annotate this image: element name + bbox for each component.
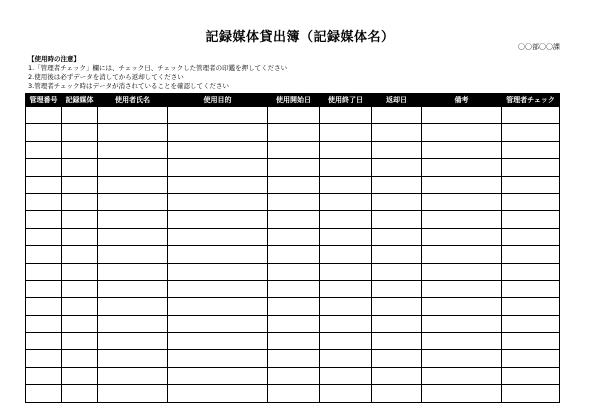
- table-cell[interactable]: [422, 333, 502, 350]
- table-cell[interactable]: [372, 141, 422, 158]
- table-cell[interactable]: [98, 159, 168, 176]
- table-cell[interactable]: [26, 367, 62, 384]
- table-cell[interactable]: [372, 228, 422, 245]
- table-cell[interactable]: [26, 333, 62, 350]
- column-header-media: 記録媒体: [62, 94, 98, 107]
- table-cell[interactable]: [502, 333, 560, 350]
- table-cell[interactable]: [422, 176, 502, 193]
- table-body: [26, 107, 560, 403]
- table-cell[interactable]: [320, 141, 372, 158]
- table-cell[interactable]: [422, 141, 502, 158]
- table-row: [26, 211, 560, 228]
- table-cell[interactable]: [372, 107, 422, 124]
- table-cell[interactable]: [320, 367, 372, 384]
- table-cell[interactable]: [268, 228, 320, 245]
- table-cell[interactable]: [26, 315, 62, 332]
- table-cell[interactable]: [168, 176, 268, 193]
- table-cell[interactable]: [62, 333, 98, 350]
- table-cell[interactable]: [168, 228, 268, 245]
- table-row: [26, 263, 560, 280]
- table-cell[interactable]: [26, 280, 62, 297]
- table-cell[interactable]: [502, 193, 560, 210]
- table-cell[interactable]: [268, 263, 320, 280]
- table-cell[interactable]: [372, 176, 422, 193]
- table-cell[interactable]: [26, 263, 62, 280]
- table-cell[interactable]: [502, 124, 560, 141]
- table-row: [26, 246, 560, 263]
- table-cell[interactable]: [98, 298, 168, 315]
- table-cell[interactable]: [320, 315, 372, 332]
- table-cell[interactable]: [98, 141, 168, 158]
- table-cell[interactable]: [422, 350, 502, 367]
- table-cell[interactable]: [422, 246, 502, 263]
- note-item: 1.「管理者チェック」欄には、チェック日、チェックした管理者の印鑑を押してください: [28, 64, 288, 72]
- table-cell[interactable]: [268, 176, 320, 193]
- table-cell[interactable]: [168, 280, 268, 297]
- table-cell[interactable]: [502, 176, 560, 193]
- table-cell[interactable]: [26, 159, 62, 176]
- table-cell[interactable]: [320, 333, 372, 350]
- notes-heading: 【使用時の注意】: [28, 55, 80, 63]
- table-cell[interactable]: [98, 263, 168, 280]
- table-cell[interactable]: [98, 176, 168, 193]
- table-cell[interactable]: [62, 263, 98, 280]
- table-cell[interactable]: [26, 124, 62, 141]
- table-row: [26, 315, 560, 332]
- table-cell[interactable]: [62, 211, 98, 228]
- page-title: 記録媒体貸出簿（記録媒体名）: [205, 30, 395, 45]
- table-cell[interactable]: [62, 315, 98, 332]
- table-cell[interactable]: [26, 350, 62, 367]
- table-cell[interactable]: [168, 211, 268, 228]
- table-row: [26, 298, 560, 315]
- table-cell[interactable]: [372, 246, 422, 263]
- table-cell[interactable]: [268, 107, 320, 124]
- table-cell[interactable]: [268, 315, 320, 332]
- table-cell[interactable]: [268, 124, 320, 141]
- table-cell[interactable]: [98, 385, 168, 402]
- table-cell[interactable]: [372, 124, 422, 141]
- table-cell[interactable]: [372, 315, 422, 332]
- table-cell[interactable]: [168, 107, 268, 124]
- table-cell[interactable]: [26, 298, 62, 315]
- table-row: [26, 141, 560, 158]
- table-cell[interactable]: [372, 211, 422, 228]
- table-cell[interactable]: [502, 298, 560, 315]
- table-cell[interactable]: [26, 228, 62, 245]
- table-cell[interactable]: [268, 350, 320, 367]
- table-row: [26, 333, 560, 350]
- table-cell[interactable]: [372, 333, 422, 350]
- table-row: [26, 176, 560, 193]
- table-cell[interactable]: [62, 246, 98, 263]
- lending-ledger-table: [25, 93, 560, 403]
- table-cell[interactable]: [502, 107, 560, 124]
- table-cell[interactable]: [268, 367, 320, 384]
- table-cell[interactable]: [422, 280, 502, 297]
- table-cell[interactable]: [98, 350, 168, 367]
- table-cell[interactable]: [372, 298, 422, 315]
- table-cell[interactable]: [320, 350, 372, 367]
- column-header-return-date: 返却日: [372, 94, 422, 107]
- table-cell[interactable]: [320, 159, 372, 176]
- table-cell[interactable]: [372, 159, 422, 176]
- table-cell[interactable]: [422, 263, 502, 280]
- table-cell[interactable]: [502, 211, 560, 228]
- table-cell[interactable]: [502, 141, 560, 158]
- table-row: [26, 228, 560, 245]
- table-cell[interactable]: [168, 298, 268, 315]
- table-cell[interactable]: [422, 193, 502, 210]
- table-cell[interactable]: [62, 385, 98, 402]
- table-cell[interactable]: [98, 315, 168, 332]
- table-cell[interactable]: [502, 367, 560, 384]
- table-cell[interactable]: [320, 228, 372, 245]
- table-cell[interactable]: [168, 367, 268, 384]
- table-cell[interactable]: [26, 141, 62, 158]
- column-header-control-number: 管理番号: [26, 94, 62, 107]
- department-label: 〇〇部〇〇課: [518, 43, 560, 51]
- table-cell[interactable]: [26, 107, 62, 124]
- table-cell[interactable]: [62, 350, 98, 367]
- table-cell[interactable]: [422, 159, 502, 176]
- table-cell[interactable]: [320, 246, 372, 263]
- table-row: [26, 193, 560, 210]
- table-cell[interactable]: [62, 124, 98, 141]
- table-cell[interactable]: [26, 211, 62, 228]
- table-cell[interactable]: [62, 193, 98, 210]
- table-cell[interactable]: [320, 107, 372, 124]
- table-cell[interactable]: [98, 280, 168, 297]
- table-cell[interactable]: [168, 350, 268, 367]
- table-cell[interactable]: [502, 350, 560, 367]
- table-cell[interactable]: [320, 211, 372, 228]
- column-header-start-date: 使用開始日: [268, 94, 320, 107]
- table-cell[interactable]: [268, 246, 320, 263]
- table-cell[interactable]: [168, 333, 268, 350]
- table-cell[interactable]: [98, 367, 168, 384]
- table-cell[interactable]: [422, 228, 502, 245]
- table-cell[interactable]: [268, 141, 320, 158]
- note-item: 2.使用後は必ずデータを消してから返却してください: [28, 73, 184, 81]
- table-cell[interactable]: [62, 367, 98, 384]
- table-cell[interactable]: [168, 193, 268, 210]
- table-row: [26, 280, 560, 297]
- table-cell[interactable]: [98, 107, 168, 124]
- table-cell[interactable]: [268, 280, 320, 297]
- table-cell[interactable]: [268, 193, 320, 210]
- table-cell[interactable]: [320, 193, 372, 210]
- table-cell[interactable]: [372, 385, 422, 402]
- table-cell[interactable]: [26, 193, 62, 210]
- table-cell[interactable]: [26, 385, 62, 402]
- table-row: [26, 367, 560, 384]
- table-row: [26, 107, 560, 124]
- table-cell[interactable]: [62, 107, 98, 124]
- table-cell[interactable]: [168, 124, 268, 141]
- table-cell[interactable]: [320, 124, 372, 141]
- table-cell[interactable]: [502, 385, 560, 402]
- table-cell[interactable]: [422, 298, 502, 315]
- table-row: [26, 385, 560, 402]
- table-cell[interactable]: [372, 193, 422, 210]
- table-cell[interactable]: [26, 176, 62, 193]
- table-cell[interactable]: [422, 385, 502, 402]
- table-cell[interactable]: [502, 263, 560, 280]
- table-cell[interactable]: [422, 367, 502, 384]
- table-cell[interactable]: [168, 246, 268, 263]
- table-cell[interactable]: [372, 263, 422, 280]
- column-header-admin-check: 管理者チェック: [502, 94, 560, 107]
- table-cell[interactable]: [372, 280, 422, 297]
- table-cell[interactable]: [168, 385, 268, 402]
- table-cell[interactable]: [98, 228, 168, 245]
- table-cell[interactable]: [422, 211, 502, 228]
- table-cell[interactable]: [422, 315, 502, 332]
- table-cell[interactable]: [422, 107, 502, 124]
- table-cell[interactable]: [320, 176, 372, 193]
- table-cell[interactable]: [268, 385, 320, 402]
- table-cell[interactable]: [372, 367, 422, 384]
- table-cell[interactable]: [98, 333, 168, 350]
- table-cell[interactable]: [320, 280, 372, 297]
- table-cell[interactable]: [26, 246, 62, 263]
- table-cell[interactable]: [268, 159, 320, 176]
- table-row: [26, 350, 560, 367]
- table-cell[interactable]: [98, 211, 168, 228]
- table-cell[interactable]: [98, 124, 168, 141]
- column-header-remarks: 備考: [422, 94, 502, 107]
- table-row: [26, 159, 560, 176]
- table-header-row: [26, 94, 560, 107]
- table-cell[interactable]: [502, 315, 560, 332]
- column-header-purpose: 使用目的: [168, 94, 268, 107]
- table-cell[interactable]: [502, 228, 560, 245]
- table-cell[interactable]: [62, 228, 98, 245]
- table-cell[interactable]: [168, 315, 268, 332]
- table-cell[interactable]: [98, 193, 168, 210]
- column-header-user-name: 使用者氏名: [98, 94, 168, 107]
- usage-notes: [28, 55, 287, 91]
- note-item: 3.管理者チェック時はデータが消されていることを確認してください: [28, 82, 230, 90]
- table-cell[interactable]: [372, 350, 422, 367]
- table-cell[interactable]: [62, 176, 98, 193]
- column-header-end-date: 使用終了日: [320, 94, 372, 107]
- table-cell[interactable]: [320, 263, 372, 280]
- table-row: [26, 124, 560, 141]
- table-cell[interactable]: [98, 246, 168, 263]
- table-cell[interactable]: [422, 124, 502, 141]
- table-cell[interactable]: [268, 333, 320, 350]
- table-cell[interactable]: [62, 298, 98, 315]
- table-cell[interactable]: [502, 159, 560, 176]
- table-cell[interactable]: [502, 246, 560, 263]
- table-cell[interactable]: [62, 280, 98, 297]
- table-cell[interactable]: [320, 385, 372, 402]
- table-cell[interactable]: [168, 263, 268, 280]
- table-cell[interactable]: [502, 280, 560, 297]
- table-cell[interactable]: [320, 298, 372, 315]
- table-cell[interactable]: [168, 141, 268, 158]
- table-cell[interactable]: [268, 211, 320, 228]
- table-cell[interactable]: [168, 159, 268, 176]
- table-cell[interactable]: [268, 298, 320, 315]
- table-cell[interactable]: [62, 141, 98, 158]
- table-cell[interactable]: [62, 159, 98, 176]
